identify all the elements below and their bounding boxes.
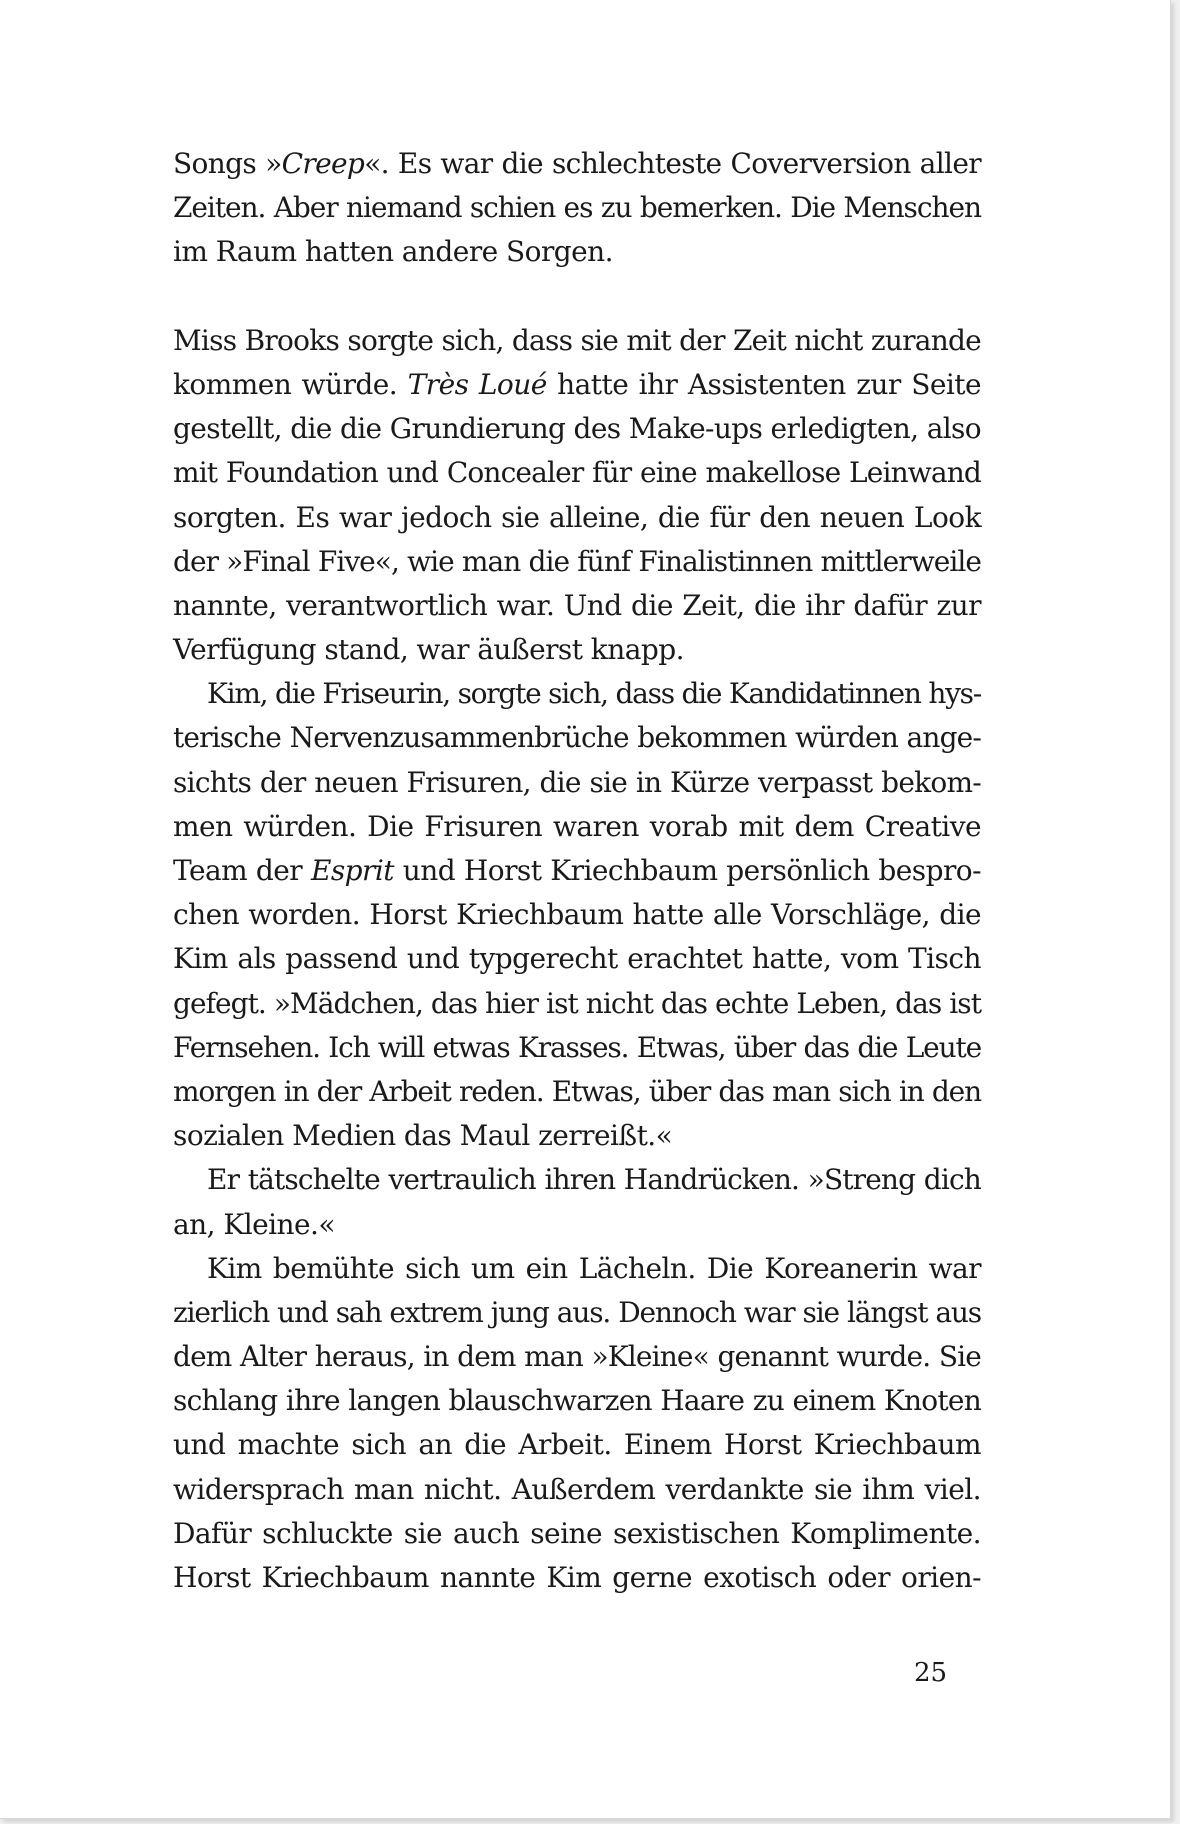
text-line bbox=[173, 1468, 981, 1512]
text-line bbox=[173, 1114, 981, 1158]
text-line bbox=[173, 1026, 981, 1070]
text-line bbox=[173, 1379, 981, 1423]
text-run: Kim bemühte sich um ein Lächeln. Die Koreanerin war bbox=[207, 1251, 981, 1285]
text-line bbox=[173, 319, 981, 363]
text-run: sichts der neuen Frisuren, die sie in Kürze verpasst bekom- bbox=[173, 765, 981, 799]
text-line bbox=[173, 1158, 981, 1202]
text-line bbox=[173, 1247, 981, 1291]
text-line bbox=[173, 363, 981, 407]
text-run: Er tätschelte vertraulich ihren Handrücken. »Streng dich bbox=[207, 1163, 981, 1197]
text-run: morgen in der Arbeit reden. Etwas, über das man sich in den bbox=[173, 1074, 981, 1108]
text-run: an, Kleine.« bbox=[173, 1207, 335, 1241]
text-line bbox=[173, 893, 981, 937]
text-line bbox=[173, 1070, 981, 1114]
text-line bbox=[173, 186, 981, 230]
text-run: hatte ihr Assistenten zur Seite bbox=[546, 367, 981, 401]
text-run: sorgten. Es war jedoch sie alleine, die für den neuen Look bbox=[173, 500, 981, 534]
text-run: dem Alter heraus, in dem man »Kleine« genannt wurde. Sie bbox=[173, 1340, 981, 1374]
text-run: sozialen Medien das Maul zerreißt.« bbox=[173, 1119, 673, 1153]
text-line bbox=[173, 1291, 981, 1335]
text-run: Fernsehen. Ich will etwas Krasses. Etwas, über das die Leute bbox=[173, 1030, 981, 1064]
paragraph bbox=[173, 672, 981, 1158]
text-line bbox=[173, 451, 981, 495]
text-line bbox=[173, 937, 981, 981]
text-line bbox=[173, 672, 981, 716]
italic-title: Esprit bbox=[310, 854, 394, 887]
text-line bbox=[173, 982, 981, 1026]
paragraph-gap bbox=[173, 275, 981, 319]
text-run: und machte sich an die Arbeit. Einem Horst Kriechbaum bbox=[173, 1428, 981, 1462]
text-run: Zeiten. Aber niemand schien es zu bemerken. Die Menschen bbox=[173, 191, 981, 225]
text-line bbox=[173, 628, 981, 672]
text-run: Horst Kriechbaum nannte Kim gerne exotisch oder orien- bbox=[173, 1561, 981, 1594]
text-line bbox=[173, 1203, 981, 1247]
text-run: nannte, verantwortlich war. Und die Zeit, die ihr dafür zur bbox=[173, 588, 981, 622]
text-run: schlang ihre langen blauschwarzen Haare zu einem Knoten bbox=[173, 1384, 981, 1418]
text-line bbox=[173, 496, 981, 540]
text-run: gefegt. »Mädchen, das hier ist nicht das echte Leben, das ist bbox=[173, 986, 981, 1020]
paragraph bbox=[173, 319, 981, 673]
text-line bbox=[173, 761, 981, 805]
text-run: mit Foundation und Concealer für eine makellose Leinwand bbox=[173, 456, 981, 490]
text-line bbox=[173, 805, 981, 849]
text-run: chen worden. Horst Kriechbaum hatte alle Vorschläge, die bbox=[173, 898, 981, 932]
text-run: Songs » bbox=[173, 147, 282, 180]
text-run: men würden. Die Frisuren waren vorab mit dem Creative bbox=[173, 809, 981, 843]
text-line bbox=[173, 1423, 981, 1467]
text-run: Dafür schluckte sie auch seine sexistischen Komplimente. bbox=[173, 1516, 981, 1550]
text-line bbox=[173, 407, 981, 451]
text-run: zierlich und sah extrem jung aus. Dennoch war sie längst aus bbox=[173, 1295, 981, 1329]
text-line bbox=[173, 716, 981, 760]
text-run: Team der bbox=[173, 854, 311, 887]
text-run: und Horst Kriechbaum persönlich bespro- bbox=[393, 854, 981, 887]
text-line bbox=[173, 1512, 981, 1556]
italic-title: Creep bbox=[281, 147, 365, 180]
text-run: gestellt, die die Grundierung des Make-ups erledigten, also bbox=[173, 412, 981, 446]
text-run: Verfügung stand, war äußerst knapp. bbox=[173, 633, 684, 667]
paragraph bbox=[173, 1247, 981, 1601]
text-line bbox=[173, 1335, 981, 1379]
text-run: der »Final Five«, wie man die fünf Finalistinnen mittlerweile bbox=[173, 544, 981, 578]
text-run: «. Es war die schlechteste Coverversion aller bbox=[364, 147, 981, 180]
text-run: Miss Brooks sorgte sich, dass sie mit der Zeit nicht zurande bbox=[173, 323, 981, 357]
text-run: terische Nervenzusammenbrüche bekommen würden ange- bbox=[173, 721, 981, 755]
text-run: Kim als passend und typgerecht erachtet hatte, vom Tisch bbox=[173, 942, 981, 976]
text-run: widersprach man nicht. Außerdem verdankte sie ihm viel. bbox=[173, 1472, 981, 1506]
paragraph bbox=[173, 1158, 981, 1246]
text-line bbox=[173, 142, 981, 186]
paragraph bbox=[173, 142, 981, 275]
italic-title: Très Loué bbox=[407, 367, 547, 401]
text-run: Kim, die Friseurin, sorgte sich, dass die Kandidatinnen hys- bbox=[207, 677, 981, 711]
body-text bbox=[173, 142, 981, 1600]
text-line bbox=[173, 849, 981, 893]
text-run: kommen würde. bbox=[173, 367, 408, 401]
text-line bbox=[173, 1556, 981, 1600]
text-line bbox=[173, 230, 981, 274]
text-line bbox=[173, 584, 981, 628]
text-run: im Raum hatten andere Sorgen. bbox=[173, 235, 614, 269]
text-line bbox=[173, 540, 981, 584]
page-number: 25 bbox=[914, 1658, 948, 1688]
